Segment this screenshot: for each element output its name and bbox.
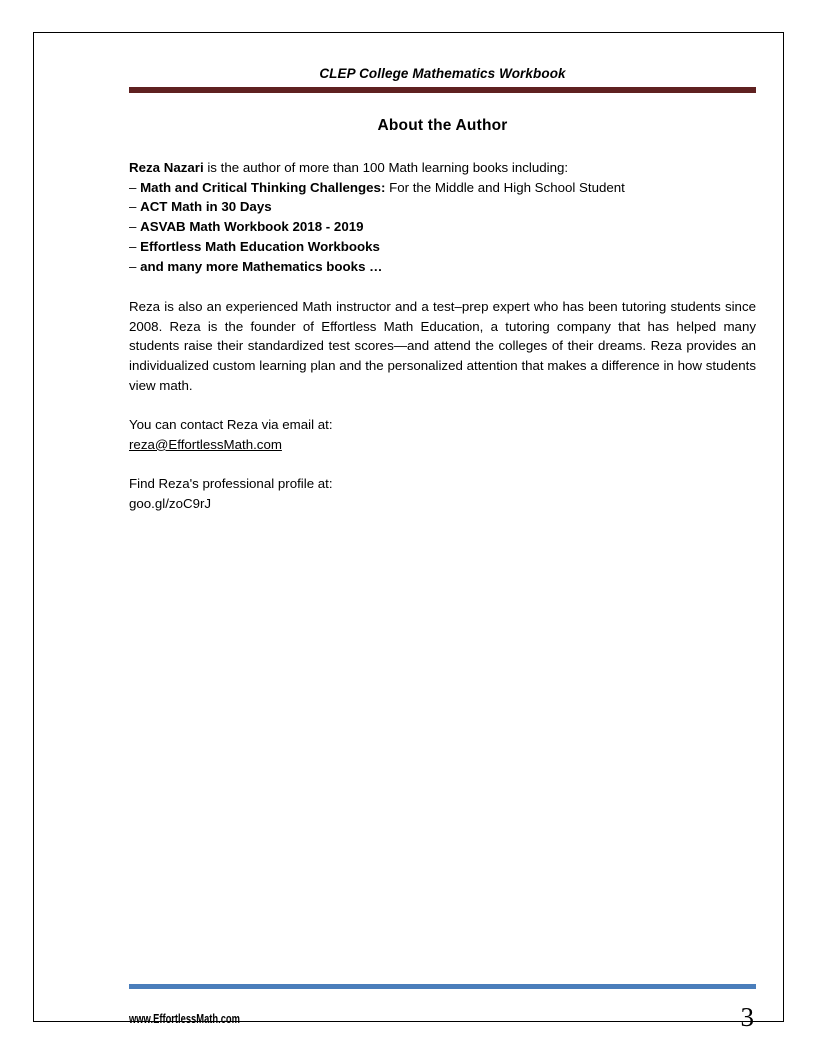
list-dash: –: [129, 238, 141, 254]
list-item: [129, 197, 756, 217]
header-rule: [129, 87, 756, 93]
author-lead-line: [129, 158, 756, 178]
book-title: and many more Mathematics books …: [140, 258, 383, 274]
author-lead-rest: is the author of more than 100 Math learning books including:: [203, 160, 569, 175]
book-title: ACT Math in 30 Days: [140, 199, 272, 215]
list-item: [129, 237, 756, 257]
book-title: Math and Critical Thinking Challenges:: [140, 179, 386, 195]
book-title: Effortless Math Education Workbooks: [140, 238, 380, 254]
footer-site-url: www.EffortlessMath.com: [129, 1011, 240, 1026]
book-title: ASVAB Math Workbook 2018 - 2019: [140, 219, 364, 235]
author-bio-paragraph: Reza is also an experienced Math instructor and a test–prep expert who has been tutoring students since 2008. Reza is the founder of Effortless Math Education, a tutoring company that has helped many students raise their standardized test scores—and attend the colleges of their dreams. Reza provides an individualized custom learning plan and the personalized attention that makes a difference in how students view math.: [129, 299, 756, 393]
author-name: Reza Nazari: [129, 160, 204, 175]
page-footer: [129, 984, 756, 1032]
running-header: CLEP College Mathematics Workbook: [319, 66, 566, 81]
list-item: [129, 217, 756, 237]
list-dash: –: [129, 219, 141, 235]
list-dash: –: [129, 258, 141, 274]
contact-block: [129, 415, 756, 454]
page-title: About the Author: [377, 117, 508, 134]
footer-row: [129, 1001, 756, 1032]
page-frame: [33, 32, 784, 1032]
profile-url: goo.gl/zoC9rJ: [129, 495, 212, 511]
page-content: [129, 65, 756, 514]
book-subtitle: For the Middle and High School Student: [385, 179, 625, 195]
profile-intro: Find Reza's professional profile at:: [129, 476, 333, 492]
list-dash: –: [129, 199, 141, 215]
list-item: [129, 257, 756, 277]
page-number: 3: [740, 1002, 754, 1032]
author-email-link[interactable]: reza@EffortlessMath.com: [129, 436, 282, 452]
profile-block: [129, 474, 756, 513]
author-books-list: [129, 158, 756, 276]
list-item: [129, 178, 756, 198]
contact-intro: You can contact Reza via email at:: [129, 417, 333, 433]
footer-rule: [129, 984, 756, 989]
list-dash: –: [129, 179, 141, 195]
